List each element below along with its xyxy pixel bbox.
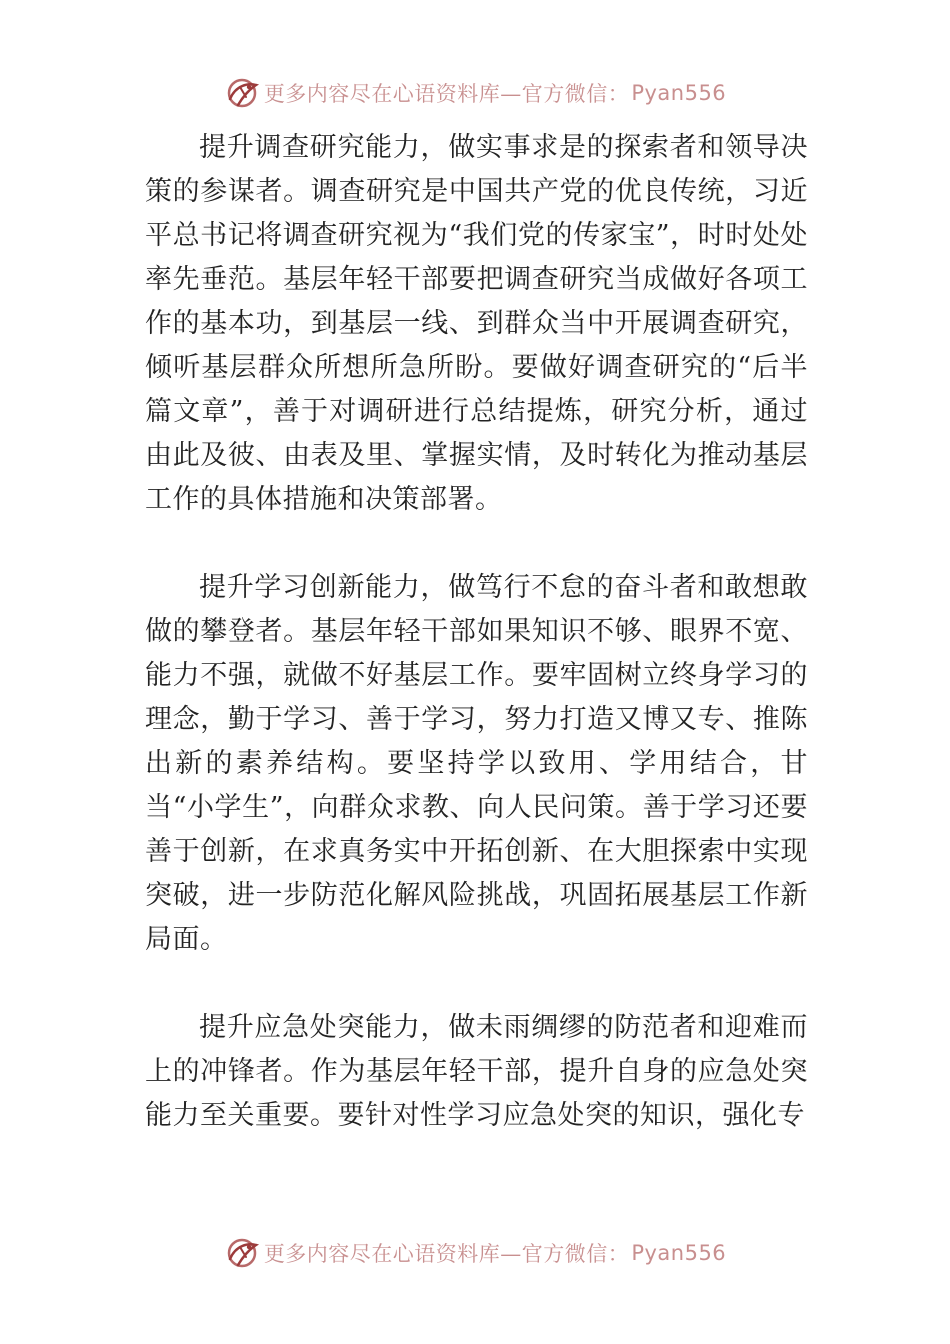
document-body — [145, 126, 808, 1138]
brand-logo-icon — [224, 75, 260, 111]
paragraph: 提升调查研究能力，做实事求是的探索者和领导决策的参谋者。调查研究是中国共产党的优良传统，习近平总书记将调查研究视为“我们党的传家宝”，时时处处率先垂范。基层年轻干部要把调查研究当成做好各项工作的基本功，到基层一线、到群众当中开展调查研究，倾听基层群众所想所急所盼。要做好调查研究的“后半篇文章”，善于对调研进行总结提炼，研究分析，通过由此及彼、由表及里、掌握实情，及时转化为推动基层工作的具体措施和决策部署。 — [145, 132, 808, 515]
brand-logo-icon — [224, 1235, 260, 1271]
header-watermark — [0, 73, 950, 113]
paragraph: 提升学习创新能力，做笃行不怠的奋斗者和敢想敢做的攀登者。基层年轻干部如果知识不够、眼界不宽、能力不强，就做不好基层工作。要牢固树立终身学习的理念，勤于学习、善于学习，努力打造又博又专、推陈出新的素养结构。要坚持学以致用、学用结合，甘当“小学生”，向群众求教、向人民问策。善于学习还要善于创新，在求真务实中开拓创新、在大胆探索中实现突破，进一步防范化解风险挑战，巩固拓展基层工作新局面。 — [145, 572, 808, 955]
paragraph: 提升应急处突能力，做未雨绸缪的防范者和迎难而上的冲锋者。作为基层年轻干部，提升自身的应急处突能力至关重要。要针对性学习应急处突的知识，强化专 — [145, 1012, 808, 1131]
watermark-wechat-id: Pyan556 — [631, 1241, 727, 1265]
footer-watermark — [0, 1233, 950, 1273]
watermark-text: 更多内容尽在心语资料库—官方微信： — [263, 1242, 630, 1266]
watermark-text: 更多内容尽在心语资料库—官方微信： — [263, 82, 630, 106]
watermark-wechat-id: Pyan556 — [631, 81, 727, 105]
